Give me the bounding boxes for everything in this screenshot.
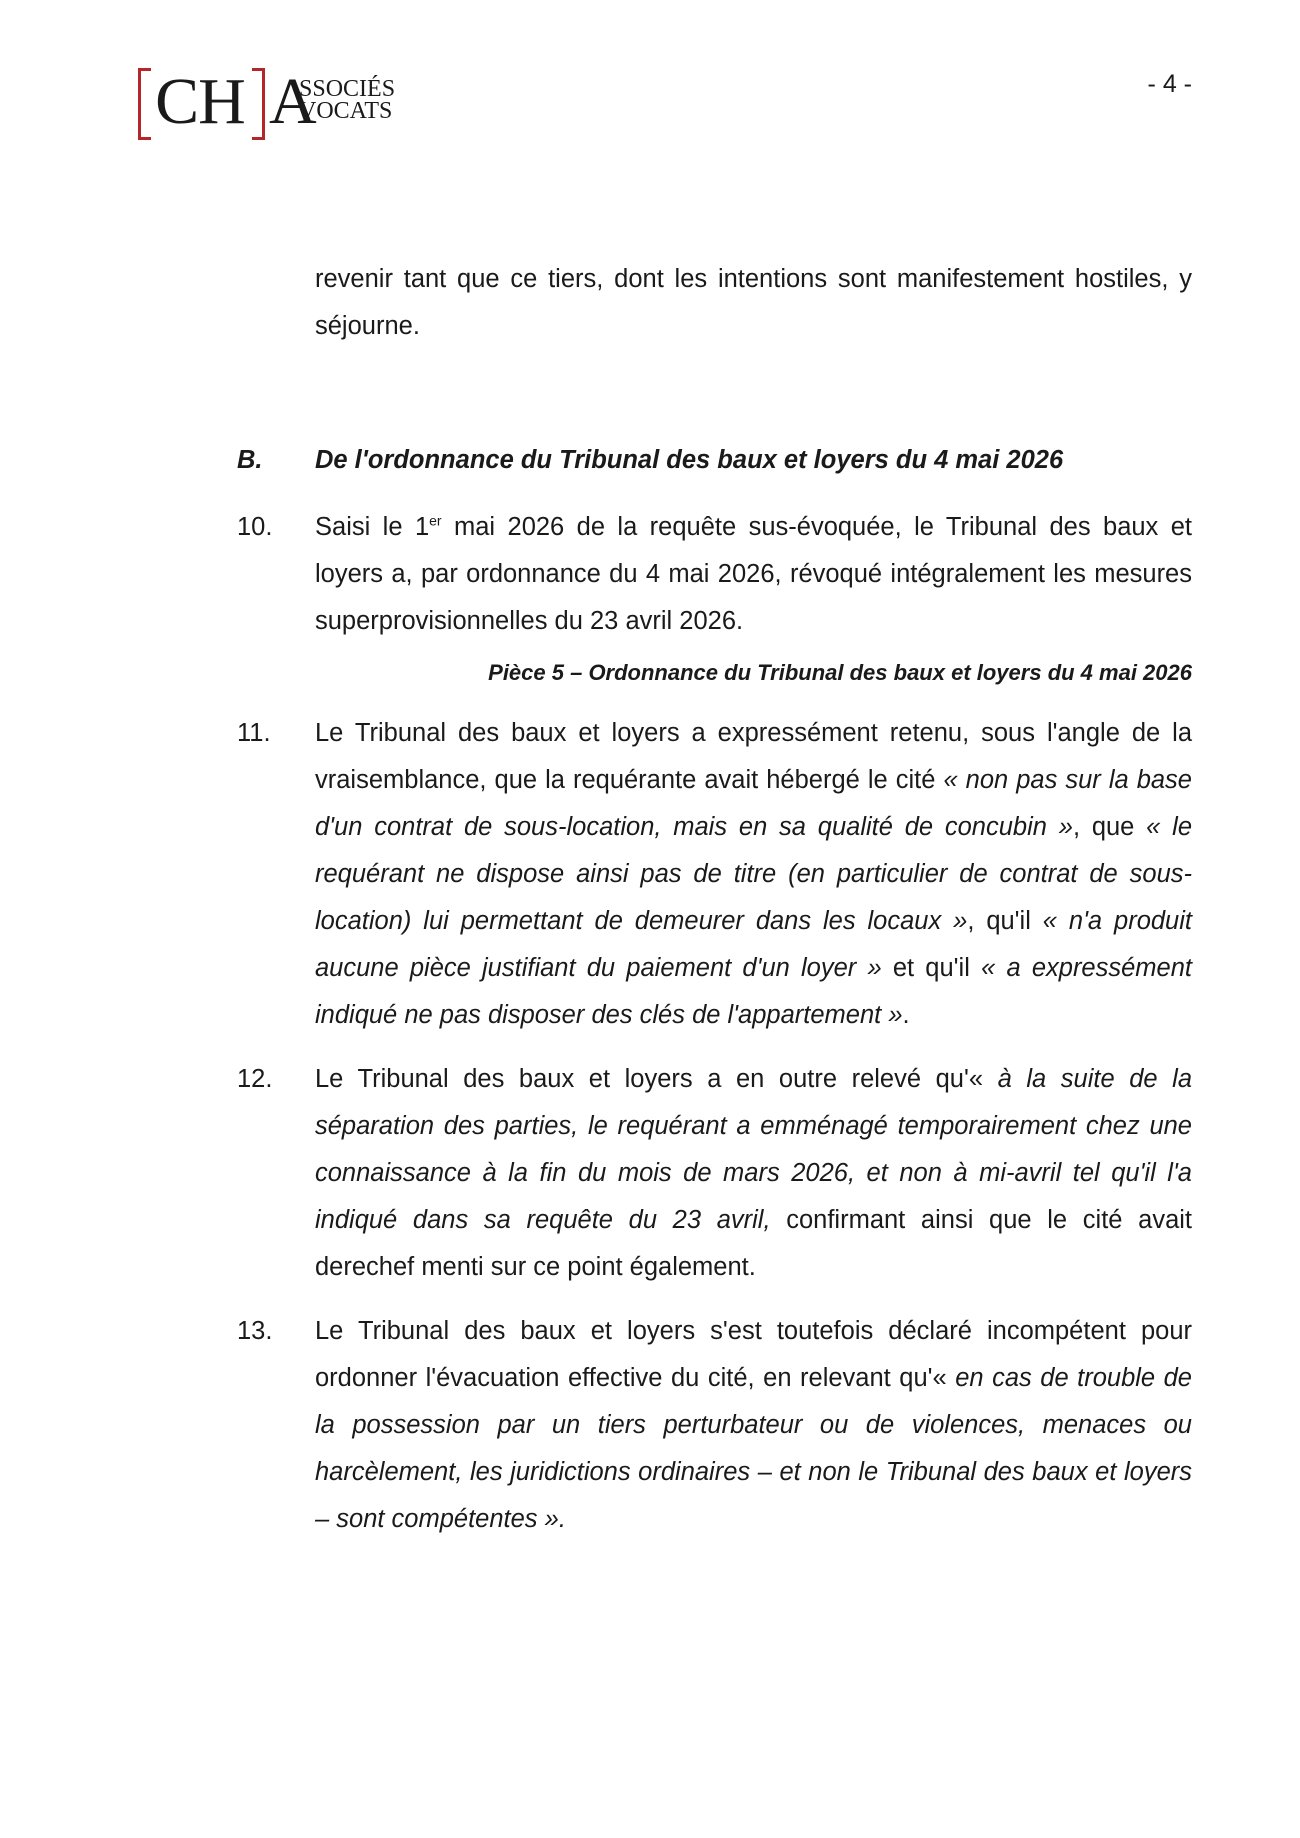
text-run: Le Tribunal des baux et loyers a expressément retenu, sous l'angle de la vraisemblance, que la requérante avait hébergé le cité [315, 719, 1192, 794]
text-run: mai 2026 de la requête sus-évoquée, le Tribunal des baux et loyers a, par ordonnance du 4 mai 2026, révoqué intégralement les mesures superprovisionnelles du 23 avril 2026. [315, 513, 1192, 635]
logo-right-bracket [252, 68, 265, 140]
paragraph-12 [237, 1056, 1192, 1291]
firm-logo [138, 65, 438, 140]
logo-words [299, 78, 395, 122]
exhibit-reference: Pièce 5 – Ordonnance du Tribunal des baux et loyers du 4 mai 2026 [488, 660, 1192, 685]
quote: à la suite de la séparation des parties, le requérant a emménagé temporairement chez une connaissance à la fin du mois de mars 2026, et non à mi-avril tel qu'il l'a indiqué dans sa requête du 23 avril, [315, 1065, 1192, 1234]
section-label: B. [237, 446, 263, 474]
text-run: , que [1072, 813, 1147, 841]
paragraph-text [315, 1056, 1192, 1291]
document-body [237, 256, 1192, 1543]
paragraph-10 [237, 504, 1192, 645]
paragraph-number: 12. [237, 1065, 273, 1093]
quote: « non pas sur la base d'un contrat de sous-location, mais en sa qualité de concubin » [315, 766, 1192, 841]
page-number: - 4 - [1147, 70, 1192, 98]
logo-ch: CH [155, 65, 245, 138]
superscript: er [429, 512, 442, 529]
paragraph-number: 11. [237, 719, 271, 747]
paragraph-text [315, 710, 1192, 1039]
text-run: Saisi le 1 [315, 513, 430, 541]
section-heading [237, 437, 1192, 484]
logo-line-2: VOCATS [299, 98, 393, 124]
logo-line-1: SSOCIÉS [299, 76, 396, 102]
text-run: Le Tribunal des baux et loyers a en outre relevé qu'« [315, 1065, 998, 1093]
quote: en cas de trouble de la possession par un tiers perturbateur ou de violences, menaces ou harcèlement, les juridictions ordinaires – et non le Tribunal des baux et loyers – sont compétentes ». [315, 1364, 1192, 1533]
paragraph-text [315, 1308, 1192, 1543]
text-run: et qu'il [881, 954, 982, 982]
quote: « a expressément indiqué ne pas disposer des clés de l'appartement » [315, 954, 1192, 1029]
quote: « le requérant ne dispose ainsi pas de titre (en particulier de contrat de sous-location) lui permettant de demeurer dans les locaux » [315, 813, 1192, 935]
continuation-text: revenir tant que ce tiers, dont les intentions sont manifestement hostiles, y séjourne. [315, 265, 1192, 340]
paragraph-number: 10. [237, 513, 273, 541]
text-run: , qu'il [967, 907, 1043, 935]
text-run: Le Tribunal des baux et loyers s'est toutefois déclaré incompétent pour ordonner l'évacuation effective du cité, en relevant qu'« [315, 1317, 1192, 1392]
paragraph-13 [237, 1308, 1192, 1543]
section-title: De l'ordonnance du Tribunal des baux et loyers du 4 mai 2026 [315, 446, 1064, 474]
paragraph-number: 13. [237, 1317, 273, 1345]
logo-a: A [269, 65, 317, 138]
quote: « n'a produit aucune pièce justifiant du paiement d'un loyer » [315, 907, 1192, 982]
paragraph-11 [237, 710, 1192, 1039]
text-run: . [902, 1001, 910, 1029]
paragraph-text [315, 504, 1192, 645]
text-run: confirmant ainsi que le cité avait derechef menti sur ce point également. [315, 1206, 1192, 1281]
